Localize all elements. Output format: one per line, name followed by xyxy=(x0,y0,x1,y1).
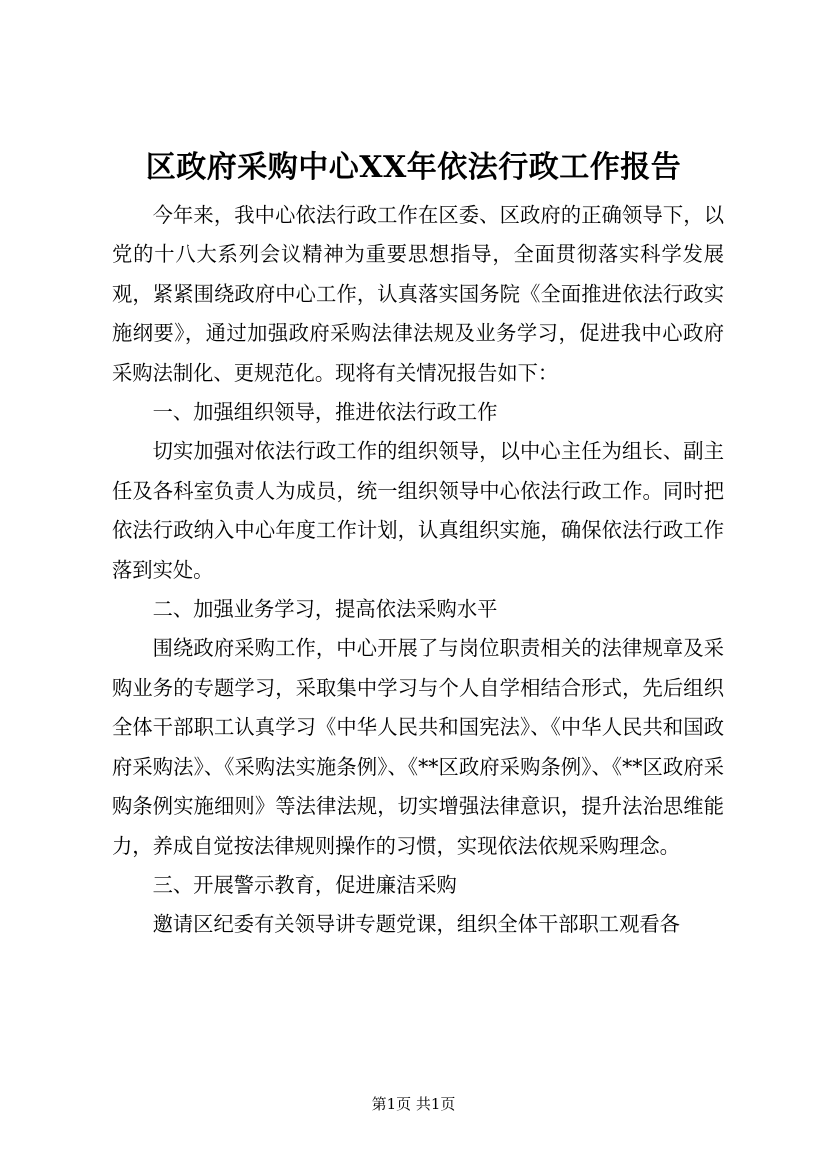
section-heading-2: 二、加强业务学习，提高依法采购水平 xyxy=(152,597,498,622)
section-heading-1: 一、加强组织领导，推进依法行政工作 xyxy=(152,400,498,425)
page-number-footer: 第1页 共1页 xyxy=(371,1095,456,1113)
paragraph-section-1: 切实加强对依法行政工作的组织领导，以中心主任为组长、副主任及各科室负责人为成员，统一组织领导中心依法行政工作。同时把依法行政纳入中心年度工作计划，认真组织实施，确保依法行政工作落到实处。 xyxy=(112,439,724,582)
paragraph-section-3: 邀请区纪委有关领导讲专题党课，组织全体干部职工观看各 xyxy=(152,912,680,937)
page-title: 区政府采购中心XX年依法行政工作报告 xyxy=(145,150,682,185)
paragraph-section-2: 围绕政府采购工作，中心开展了与岗位职责相关的法律规章及采购业务的专题学习，采取集中学习与个人自学相结合形式，先后组织全体干部职工认真学习《中华人民共和国宪法》、《中华人民共和国政府采购法》、《采购法实施条例》、《**区政府采购条例》、《**区政府采购条例实施细则》等法律法规，切实增强法律意识，提升法治思维能力，养成自觉按法律规则操作的习惯，实现依法依规采购理念。 xyxy=(112,636,724,858)
paragraph-intro: 今年来，我中心依法行政工作在区委、区政府的正确领导下，以党的十八大系列会议精神为重要思想指导，全面贯彻落实科学发展观，紧紧围绕政府中心工作，认真落实国务院《全面推进依法行政实施纲要》，通过加强政府采购法律法规及业务学习，促进我中心政府采购法制化、更规范化。现将有关情况报告如下： xyxy=(112,203,724,385)
section-heading-3: 三、开展警示教育，促进廉洁采购 xyxy=(152,872,457,897)
document-body xyxy=(112,196,724,945)
